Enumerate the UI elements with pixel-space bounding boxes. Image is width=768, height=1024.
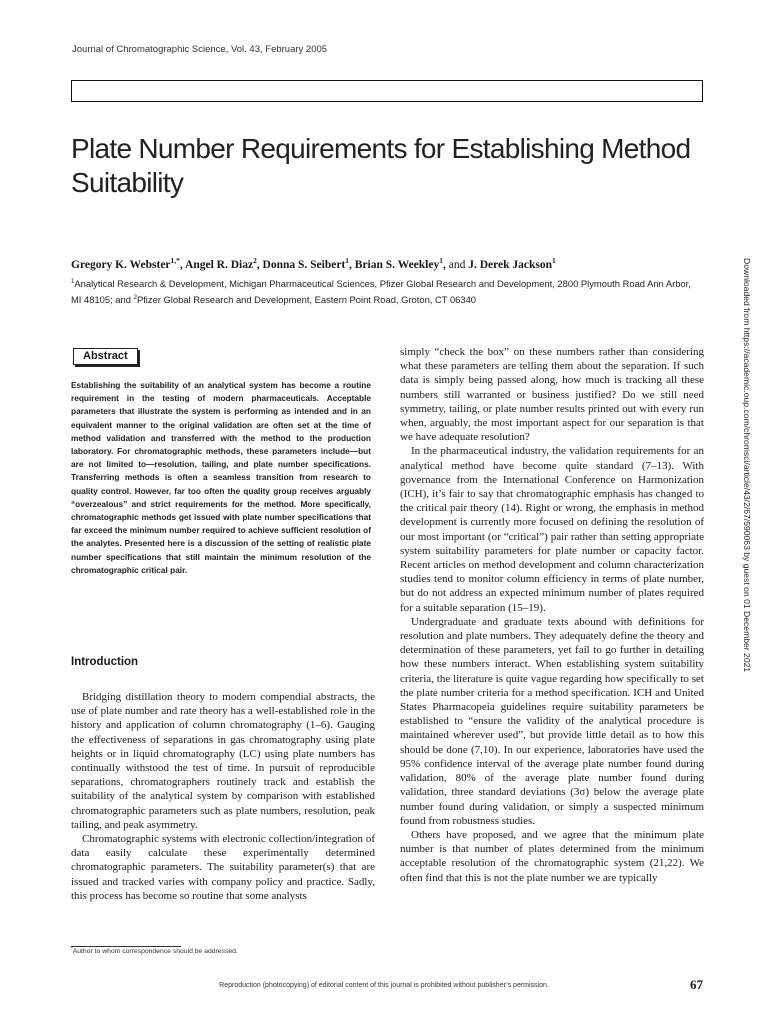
abstract-label: Abstract <box>73 348 138 365</box>
left-column-body <box>71 690 375 903</box>
article-title: Plate Number Requirements for Establishing Method Suitability <box>71 133 691 198</box>
body-paragraph: Bridging distillation theory to modern compendial abstracts, the use of plate number and rate theory has a well-established role in the history and application of column chromatography (1–6). Gauging the effectiveness of separations in gas chromatography using plate heights or in liquid chromatography (LC) using plate numbers has continually withstood the test of time. In pursuit of reproducible separations, chromatographers routinely track and establish the suitability of the analytical system by comparison with established chromatographic parameters such as plate numbers, resolution, peak tailing, and peak asymmetry. <box>71 691 375 831</box>
footnote-mark: * <box>71 945 73 951</box>
author-separator: , <box>349 259 355 271</box>
author-separator: , <box>442 259 449 271</box>
author-name: Brian S. Weekley <box>354 259 440 271</box>
affiliations <box>71 276 701 308</box>
footnote-rule <box>71 946 181 947</box>
body-paragraph: Undergraduate and graduate texts abound with definitions for resolution and plate numbers. They adequately define the theory and determination of these parameters, yet fail to go further in detailing how these numbers interact. When establishing system suitability criteria, the literature is quite vague regarding how specifically to set the plate number criteria for a method specification. ICH and United States Pharmacopeia guidelines require suitability parameters be established to “ensure the validity of the analytical procedure is maintained wherever used”, but provide little detail as to how this should be done (7,10). In our experience, laboratories have used the 95% confidence interval of the average plate number found during validation, 80% of the average plate number found during validation, three standard deviations (3σ) below the average plate number found during validation, or simply a suspected minimum found from robustness studies. <box>400 615 704 827</box>
author-affil-mark: 1 <box>552 256 556 266</box>
affiliation-1: Analytical Research & Development, Michigan Pharmaceutical Sciences, Pfizer Global Research and Development, 2800 Plymouth Road Ann Arbor, MI 48105; and <box>71 278 691 305</box>
affiliation-2: Pfizer Global Research and Development, Eastern Point Road, Groton, CT 06340 <box>136 294 477 305</box>
footnote-text: Author to whom correspondence should be addressed. <box>72 948 238 955</box>
header-rule-box <box>71 80 703 102</box>
affil-mark: 2 <box>133 293 137 301</box>
author-name: Gregory K. Webster <box>71 259 171 271</box>
authors-and: and <box>448 259 466 271</box>
body-paragraph: In the pharmaceutical industry, the validation requirements for an analytical method have become quite standard (7–13). With governance from the International Conference on Harmonization (ICH), it’s fair to say that chromatographic emphasis has changed to the critical pair theory (14). Right or wrong, the emphasis in method development is currently more focused on defining the resolution of our most important (or “critical”) pair rather than setting appropriate system suitability parameters for plate number or capacity factor. Recent articles on method development and column characterization studies tend to monitor column efficiency in terms of plate number, but do not address an expected minimum number of plates required for a suitable separation (15–19). <box>400 445 704 614</box>
body-paragraph: Chromatographic systems with electronic collection/integration of data easily calculate these experimentally determined chromatographic parameters. The suitability parameter(s) that are issued and tracked varies with company policy and practice. Sadly, this process has become so routine that some analysts <box>71 833 375 902</box>
author-name: Donna S. Seibert <box>262 259 346 271</box>
author-name: Angel R. Diaz <box>185 259 254 271</box>
affil-mark: 1 <box>71 277 75 285</box>
author-affil-mark: 1,* <box>170 256 180 266</box>
download-sidebar: Downloaded from https://academic.oup.com/chromsci/article/43/2/67/590063 by guest on 01 December 2021 <box>742 258 752 673</box>
footnote <box>71 945 238 955</box>
author-name: J. Derek Jackson <box>468 259 553 271</box>
author-separator: , <box>179 259 186 271</box>
author-affil-mark: 1 <box>345 256 350 266</box>
body-paragraph: simply “check the box” on these numbers rather than considering what these parameters are telling them about the separation. If such data is simply being passed along, how much is tracking all these numbers still warranted or business justified? Do we still need symmetry, tailing, or plate number results printed out with every run when, arguably, the most important aspect for our separation is that we have adequate resolution? <box>400 346 704 444</box>
reproduction-notice: Reproduction (photocopying) of editorial content of this journal is prohibited without publisher’s permission. <box>219 982 549 989</box>
author-affil-mark: 1 <box>439 256 443 266</box>
page-number: 67 <box>690 977 703 992</box>
introduction-heading: Introduction <box>71 656 139 668</box>
abstract-text: Establishing the suitability of an analytical system has become a routine requirement in the testing of modern pharmaceuticals. Acceptable parameters that illustrate the system is performing as intended and in an equivalent manner to the original validation are often set at the time of method validation and transferred with the method to the production laboratory. For chromatographic methods, these parameters include—but are not limited to—resolution, tailing, and plate number specifications. Transferring methods is often a seamless transition from research to quality control. However, far too often the quality group receives arguably “overzealous” and strict requirements for the method. More specifically, chromatographic methods get issued with plate number specifications that far exceed the minimum number required to achieve sufficient resolution of the analytes. Presented here is a discussion of the setting of realistic plate number specifications that still maintain the minimum resolution of the chromatographic critical pair. <box>71 380 371 575</box>
body-paragraph: Others have proposed, and we agree that the minimum plate number is that number of plates determined from the minimum acceptable resolution of the chromatographic system (21,22). We often find that this is not the plate number we are typically <box>400 828 704 884</box>
author-list <box>71 256 721 271</box>
journal-header: Journal of Chromatographic Science, Vol. 43, February 2005 <box>72 44 328 55</box>
author-affil-mark: 2 <box>253 256 257 266</box>
right-column-body <box>400 345 704 885</box>
author-separator: , <box>256 259 263 271</box>
